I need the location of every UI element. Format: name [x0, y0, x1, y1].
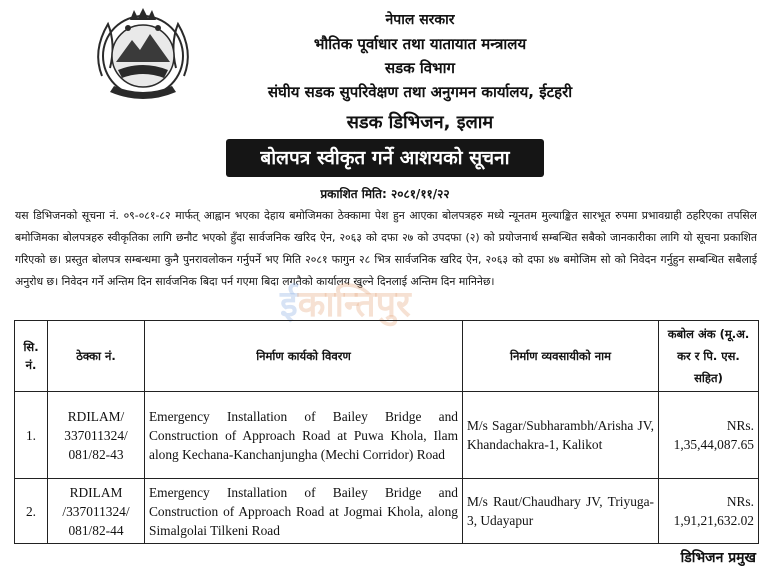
cell-amount: NRs. 1,35,44,087.65	[659, 392, 759, 479]
header-department: सडक विभाग	[384, 59, 455, 77]
header-work: निर्माण कार्यको विवरण	[145, 321, 463, 392]
cell-amount: NRs. 1,91,21,632.02	[659, 479, 759, 544]
table-row	[15, 392, 759, 479]
cell-work: Emergency Installation of Bailey Bridge and Construction of Approach Road at Jogmai Khola, along Simalgolai Tilkeni Road	[145, 479, 463, 544]
tender-table	[14, 320, 759, 544]
cell-work: Emergency Installation of Bailey Bridge and Construction of Approach Road at Puwa Khola, Ilam along Kechana-Kanchanjungha (Mechi Corridor) Road	[145, 392, 463, 479]
watermark-part-1: ई	[280, 283, 298, 324]
header-contract-no: ठेक्का नं.	[48, 321, 145, 392]
signature: डिभिजन प्रमुख	[680, 550, 756, 566]
division-title: सडक डिभिजन, इलाम	[346, 112, 494, 133]
notice-body: यस डिभिजनको सूचना नं. ०९-०८१-८२ मार्फत् आह्वान भएका देहाय बमोजिमका ठेक्कामा पेश हुन आएका बोलपत्रहरु मध्ये न्यूनतम मुल्याङ्कित सारभूत रुपमा प्रभावग्राही ठहरिएका तपसिल बमोजिमका बोलपत्रहरु स्वीकृतिका लागि छनौट भएको हुँदा सार्वजनिक खरिद ऐन, २०६३ को दफा २७ को उपदफा (२) को प्रयोजनार्थ सम्बन्धित सबैको जानकारीका लागि यो सूचना प्रकाशित गरिएको छ। प्रस्तुत बोलपत्र सम्बन्धमा कुनै पुनरावलोकन गर्नुपर्ने भए मिति २०८१ फागुन २८ भित्र सार्वजनिक खरिद ऐन, २०६३ को दफा ४७ बमोजिम सो को निवेदन गर्नुहुन सम्बन्धित सबैलाई अनुरोध छ। निवेदन गर्ने अन्तिम दिन सार्वजनिक बिदा पर्न गएमा बिदा लगतैको कार्यालय खुल्ने दिनलाई अन्तिम दिन मानिनेछ।	[15, 209, 757, 288]
header-bidder: निर्माण व्यवसायीको नाम	[463, 321, 659, 392]
watermark-part-2: कान्तिपुर	[297, 283, 411, 324]
table-header-row	[15, 321, 759, 392]
header-ministry: भौतिक पूर्वाधार तथा यातायात मन्त्रालय	[313, 35, 527, 53]
table-row	[15, 479, 759, 544]
published-date: प्रकाशित मिति: २०८१/११/२२	[320, 187, 450, 201]
government-emblem	[88, 6, 198, 106]
header-amount: कबोल अंक (मू.अ. कर र पि. एस. सहित)	[659, 321, 759, 392]
header-sn: सि. नं.	[15, 321, 48, 392]
cell-bidder: M/s Sagar/Subharambh/Arisha JV, Khandachakra-1, Kalikot	[463, 392, 659, 479]
cell-sn: 2.	[15, 479, 48, 544]
cell-contract-no: RDILAM /337011324/ 081/82-44	[48, 479, 145, 544]
header-government: नेपाल सरकार	[385, 12, 455, 28]
cell-sn: 1.	[15, 392, 48, 479]
notice-title: बोलपत्र स्वीकृत गर्ने आशयको सूचना	[226, 139, 544, 177]
header-office: संघीय सडक सुपरिवेक्षण तथा अनुगमन कार्यालय, ईटहरी	[267, 83, 573, 101]
cell-contract-no: RDILAM/ 337011324/ 081/82-43	[48, 392, 145, 479]
cell-bidder: M/s Raut/Chaudhary JV, Triyuga-3, Udayapur	[463, 479, 659, 544]
emblem-icon	[88, 6, 198, 106]
